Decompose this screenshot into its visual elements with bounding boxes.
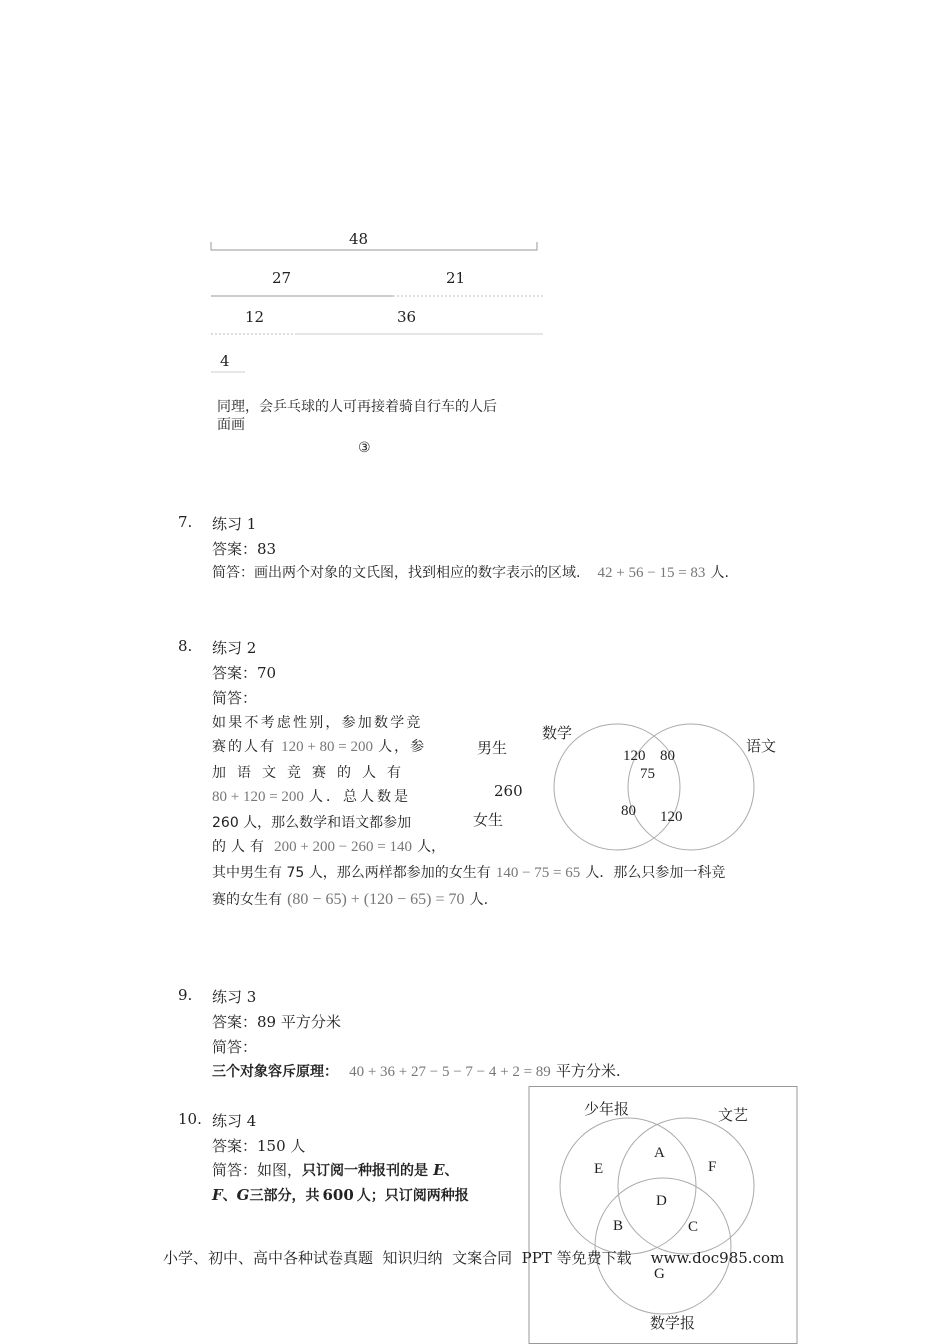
venn-circle-math bbox=[554, 724, 680, 850]
q8-line1: 如果不考虑性别，参加数学竞 bbox=[212, 715, 423, 731]
q7-answer: 答案：83 bbox=[212, 540, 277, 558]
venn-frame bbox=[529, 1087, 797, 1344]
venn-value-3: 75 bbox=[640, 766, 655, 782]
q8-line8-text: 赛的女生有 bbox=[212, 892, 282, 908]
q8-line2-tail: 人，参 bbox=[378, 739, 427, 755]
q9-formula-line bbox=[212, 1060, 621, 1081]
q8-formula4: 140 − 75 = 65 bbox=[495, 865, 581, 881]
venn-label-chinese: 语文 bbox=[746, 739, 777, 755]
q8-venn-diagram bbox=[530, 715, 790, 865]
q8-line6 bbox=[212, 836, 445, 856]
q8-line6-tail: 人， bbox=[417, 839, 446, 855]
q9-formula: 40 + 36 + 27 − 5 − 7 − 4 + 2 = 89 bbox=[349, 1064, 551, 1080]
q8-line8-tail: 人. bbox=[469, 892, 489, 908]
q8-brief-label: 简答： bbox=[212, 689, 258, 707]
tree-caption-line1: 同理，会乒乓球的人可再接着骑自行车的人后 bbox=[217, 399, 497, 415]
q8-male-label: 男生 bbox=[477, 739, 508, 757]
venn-value-1: 120 bbox=[623, 748, 646, 764]
q9-principle: 三个对象容斥原理： bbox=[212, 1064, 338, 1080]
q10-rest1: 三部分，共 bbox=[249, 1188, 320, 1204]
tree-level2-b: 36 bbox=[397, 308, 417, 326]
q8-female-label: 女生 bbox=[473, 811, 504, 829]
q10-venn-diagram bbox=[528, 1086, 800, 1344]
q8-line4 bbox=[212, 786, 411, 806]
q8-answer: 答案：70 bbox=[212, 664, 277, 682]
q8-line2 bbox=[212, 736, 426, 756]
venn-circle-chinese bbox=[628, 724, 754, 850]
tree-top-value: 48 bbox=[349, 230, 369, 248]
q10-sep-2: 、 bbox=[222, 1188, 237, 1204]
page-footer: 小学、初中、高中各种试卷真题 知识归纳 文案合同 PPT 等免费下载 www.doc985.com bbox=[163, 1249, 785, 1267]
q9-title: 练习 3 bbox=[212, 988, 257, 1006]
q10-count-600: 600 bbox=[322, 1186, 354, 1204]
q8-line5: 260 人，那么数学和语文都参加 bbox=[212, 815, 412, 831]
q7-suffix: 人. bbox=[710, 565, 729, 581]
venn-label-arts: 文艺 bbox=[718, 1108, 749, 1124]
venn-value-2: 80 bbox=[660, 748, 675, 764]
q8-line6-text: 的人有 bbox=[212, 839, 269, 855]
q7-title: 练习 1 bbox=[212, 515, 257, 533]
venn-region-a: A bbox=[654, 1145, 665, 1161]
tree-level3: 4 bbox=[220, 352, 230, 370]
q10-brief-label: 简答：如图， bbox=[212, 1161, 303, 1179]
q10-title: 练习 4 bbox=[212, 1112, 257, 1130]
q8-line7-text: 其中男生有 75 人，那么两样都参加的女生有 bbox=[212, 865, 491, 881]
q7-brief bbox=[212, 562, 729, 582]
q8-formula3: 200 + 200 − 260 = 140 bbox=[274, 839, 412, 855]
tree-right-value: 21 bbox=[446, 269, 466, 287]
q8-line7-tail: 人．那么只参加一科竞 bbox=[585, 865, 726, 881]
q10-region-f: F bbox=[212, 1186, 223, 1204]
q10-sep-1: 、 bbox=[444, 1163, 459, 1179]
venn-region-g: G bbox=[654, 1266, 665, 1282]
q8-line2-text: 赛的人有 bbox=[212, 739, 276, 755]
venn-region-e: E bbox=[594, 1161, 604, 1177]
tree-level2-a: 12 bbox=[245, 308, 265, 326]
venn-label-youth: 少年报 bbox=[584, 1102, 630, 1118]
venn-value-5: 120 bbox=[660, 809, 683, 825]
venn-region-c: C bbox=[688, 1219, 699, 1235]
q10-answer: 答案：150 人 bbox=[212, 1137, 306, 1155]
venn-circle-arts bbox=[618, 1118, 754, 1254]
tree-left-value: 27 bbox=[272, 269, 292, 287]
venn-region-f: F bbox=[708, 1159, 717, 1175]
tree-caption-line2: 面画 bbox=[217, 417, 245, 433]
q8-line4-tail: 人．总人数是 bbox=[309, 789, 412, 805]
q9-brief-label: 简答： bbox=[212, 1038, 258, 1056]
q7-formula: 42 + 56 − 15 = 83 bbox=[597, 565, 706, 581]
q8-number: 8. bbox=[178, 637, 193, 655]
q10-brief-line1 bbox=[212, 1159, 459, 1180]
q10-brief-line2 bbox=[212, 1185, 469, 1205]
q8-line8 bbox=[212, 889, 488, 909]
circled-three-marker: ③ bbox=[358, 440, 371, 456]
q8-line7 bbox=[212, 862, 725, 882]
q9-number: 9. bbox=[178, 986, 193, 1004]
q9-answer: 答案：89 平方分米 bbox=[212, 1013, 341, 1031]
q10-number: 10. bbox=[178, 1110, 202, 1128]
venn-region-b: B bbox=[613, 1218, 624, 1234]
q8-formula5: (80 − 65) + (120 − 65) = 70 bbox=[287, 891, 465, 908]
venn-region-d: D bbox=[656, 1193, 667, 1209]
q8-line3: 加语文竞赛的人有 bbox=[212, 765, 412, 781]
q9-suffix: 平方分米. bbox=[555, 1062, 621, 1080]
q8-title: 练习 2 bbox=[212, 639, 257, 657]
q10-rest2: 人；只订阅两种报 bbox=[356, 1188, 469, 1204]
venn-value-4: 80 bbox=[621, 803, 636, 819]
venn-label-math: 数学 bbox=[542, 726, 573, 742]
q7-number: 7. bbox=[178, 513, 193, 531]
q8-total-value: 260 bbox=[494, 782, 523, 800]
tree-diagram bbox=[205, 225, 550, 375]
venn-label-math-paper: 数学报 bbox=[650, 1316, 696, 1332]
venn-circle-youth bbox=[560, 1118, 699, 1254]
q10-brief-bold: 只订阅一种报刊的是 bbox=[302, 1163, 429, 1179]
q8-formula2: 80 + 120 = 200 bbox=[212, 789, 304, 805]
q10-region-g: G bbox=[236, 1186, 250, 1204]
q7-brief-text: 简答：画出两个对象的文氏图，找到相应的数字表示的区域. bbox=[212, 565, 581, 581]
q8-formula1: 120 + 80 = 200 bbox=[281, 739, 374, 755]
q10-region-e: E bbox=[433, 1161, 445, 1179]
